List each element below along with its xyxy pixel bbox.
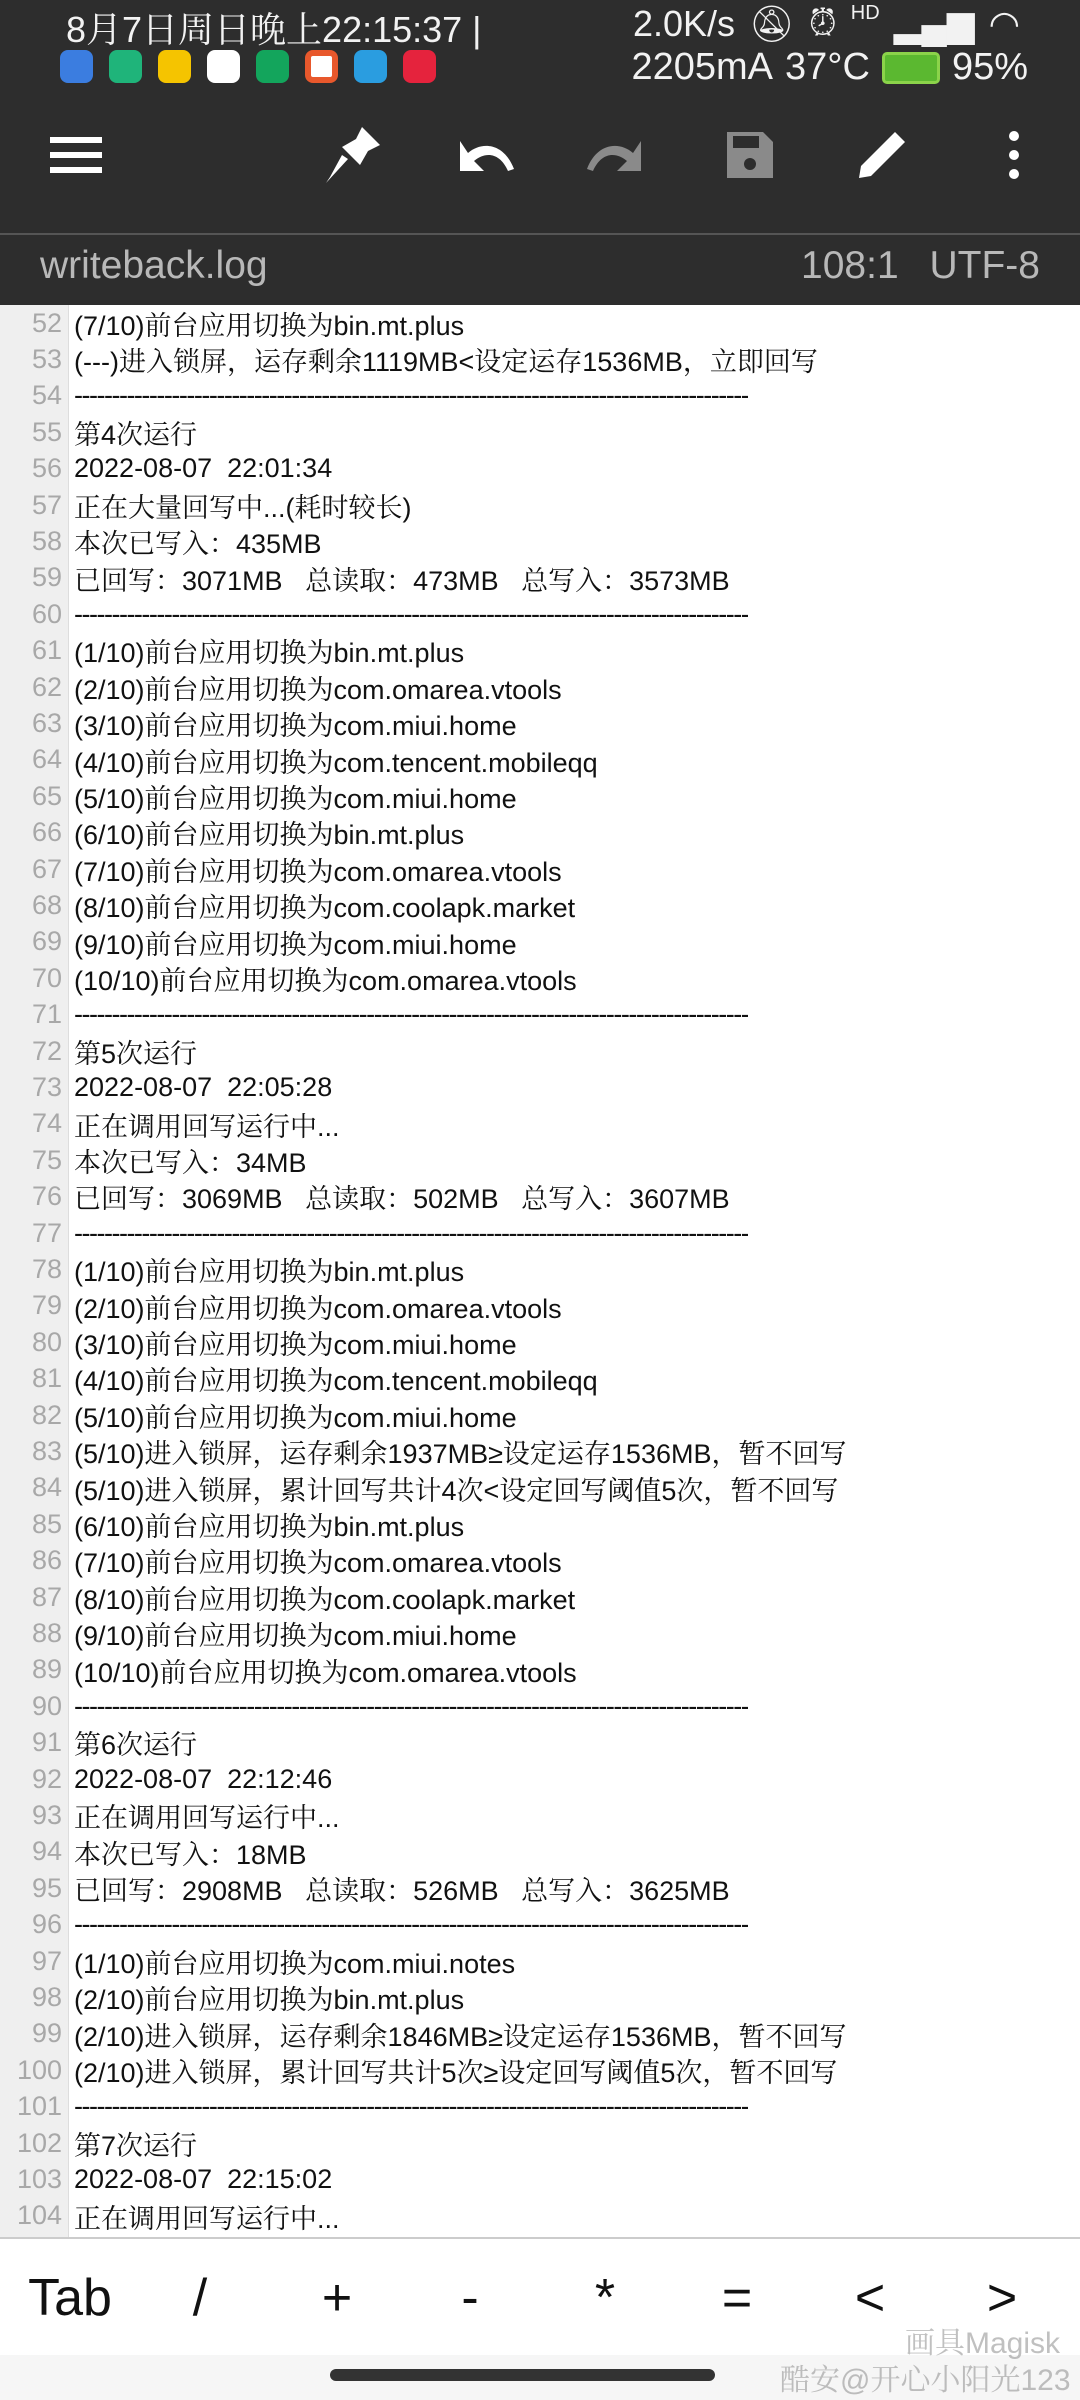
line-number: 96 — [31, 1909, 62, 1940]
line-text: (5/10)进入锁屏，运存剩余1937MB≥设定运存1536MB，暂不回写 — [74, 1439, 847, 1470]
editor-line[interactable] — [0, 960, 1080, 996]
net-speed: 2.0K/s — [632, 2, 735, 44]
line-text: (10/10)前台应用切换为com.omarea.vtools — [74, 1657, 577, 1688]
editor-line[interactable] — [0, 2016, 1080, 2052]
line-text: ------------------------------------------------------------------------------------------ — [74, 1690, 749, 1721]
editor-line[interactable] — [0, 1142, 1080, 1178]
line-number: 94 — [31, 1836, 62, 1867]
line-number: 81 — [31, 1363, 62, 1394]
editor-line[interactable] — [0, 2125, 1080, 2161]
line-number: 57 — [31, 489, 62, 520]
line-text: (7/10)前台应用切换为bin.mt.plus — [74, 310, 465, 341]
editor-line[interactable] — [0, 997, 1080, 1033]
line-text: (2/10)前台应用切换为com.omarea.vtools — [74, 1293, 562, 1324]
line-text: (---)进入锁屏，运存剩余1119MB<设定运存1536MB，立即回写 — [74, 347, 818, 378]
line-number: 63 — [31, 708, 62, 739]
editor-line[interactable] — [0, 487, 1080, 523]
editor-line[interactable] — [0, 1361, 1080, 1397]
line-number: 90 — [31, 1690, 62, 1721]
editor-line[interactable] — [0, 451, 1080, 487]
more-icon — [1008, 130, 1020, 180]
editor-line[interactable] — [0, 924, 1080, 960]
editor-line[interactable] — [0, 1179, 1080, 1215]
app-header — [0, 0, 1080, 305]
line-text: (2/10)前台应用切换为com.omarea.vtools — [74, 674, 562, 705]
line-number: 73 — [31, 1072, 62, 1103]
line-number: 54 — [31, 380, 62, 411]
xiaohongshu-icon — [403, 50, 436, 83]
line-number: 56 — [31, 453, 62, 484]
editor-line[interactable] — [0, 815, 1080, 851]
line-text: 正在调用回写运行中... — [74, 1111, 340, 1142]
editor-line[interactable] — [0, 414, 1080, 450]
key-7[interactable]: > — [986, 2269, 1018, 2327]
status-time: 8月7日周日晚上22:15:37 | — [66, 9, 482, 50]
line-number: 64 — [31, 744, 62, 775]
line-text: (8/10)前台应用切换为com.coolapk.market — [74, 893, 576, 924]
line-text: ------------------------------------------------------------------------------------------ — [74, 598, 749, 629]
editor-line[interactable] — [0, 1215, 1080, 1251]
app-icon — [256, 50, 289, 83]
divider — [0, 233, 1080, 235]
key-1[interactable]: / — [192, 2269, 208, 2327]
editor-line[interactable] — [0, 1615, 1080, 1651]
home-indicator[interactable] — [330, 2369, 715, 2381]
editor-line[interactable] — [0, 633, 1080, 669]
editor-line[interactable] — [0, 1761, 1080, 1797]
line-number: 89 — [31, 1654, 62, 1685]
line-number: 66 — [31, 817, 62, 848]
line-number: 82 — [31, 1399, 62, 1430]
key-5[interactable]: = — [721, 2269, 753, 2327]
editor-line[interactable] — [0, 1652, 1080, 1688]
redo-button[interactable] — [575, 110, 655, 200]
line-text: (5/10)前台应用切换为com.miui.home — [74, 1402, 517, 1433]
line-number: 99 — [31, 2018, 62, 2049]
editor-line[interactable] — [0, 1797, 1080, 1833]
save-icon — [725, 130, 775, 180]
line-text: (10/10)前台应用切换为com.omarea.vtools — [74, 965, 577, 996]
qq-icon — [207, 50, 240, 83]
line-number: 52 — [31, 307, 62, 338]
editor-line[interactable] — [0, 1543, 1080, 1579]
line-text: 本次已写入：34MB — [74, 1147, 307, 1178]
editor-line[interactable] — [0, 1288, 1080, 1324]
editor-line[interactable] — [0, 2052, 1080, 2088]
temperature: 37°C — [785, 46, 870, 88]
app-icon — [60, 50, 93, 83]
notification-icons — [60, 50, 436, 83]
line-text: (2/10)进入锁屏，累计回写共计5次≥设定回写阈值5次，暂不回写 — [74, 2057, 838, 2088]
editor-line[interactable] — [0, 1397, 1080, 1433]
line-text: (5/10)前台应用切换为com.miui.home — [74, 783, 517, 814]
line-number: 59 — [31, 562, 62, 593]
editor-line[interactable] — [0, 523, 1080, 559]
menu-icon — [50, 135, 102, 175]
line-text: 第5次运行 — [74, 1038, 198, 1069]
line-text: 本次已写入：435MB — [74, 529, 322, 560]
editor-line[interactable] — [0, 669, 1080, 705]
app-icon — [109, 50, 142, 83]
line-text: (6/10)前台应用切换为bin.mt.plus — [74, 1511, 465, 1542]
editor-line[interactable] — [0, 742, 1080, 778]
line-number: 62 — [31, 671, 62, 702]
cursor-position — [801, 244, 1040, 288]
line-text: 已回写：3071MB 总读取：473MB 总写入：3573MB — [74, 565, 730, 596]
line-text: 正在大量回写中...(耗时较长) — [74, 492, 412, 523]
line-number: 76 — [31, 1181, 62, 1212]
toolbar — [0, 110, 1080, 200]
cursor-line-col: 108:1 — [801, 244, 899, 287]
editor-line[interactable] — [0, 1943, 1080, 1979]
line-text: (7/10)前台应用切换为com.omarea.vtools — [74, 856, 562, 887]
editor-line[interactable] — [0, 1506, 1080, 1542]
line-number: 91 — [31, 1727, 62, 1758]
editor-line[interactable] — [0, 1870, 1080, 1906]
line-text: (9/10)前台应用切换为com.miui.home — [74, 1621, 517, 1652]
text-editor[interactable] — [0, 305, 1080, 2237]
editor-line[interactable] — [0, 1979, 1080, 2015]
key-4[interactable]: * — [594, 2269, 616, 2327]
line-number: 68 — [31, 890, 62, 921]
line-text: (2/10)前台应用切换为bin.mt.plus — [74, 1985, 465, 2016]
editor-line[interactable] — [0, 1433, 1080, 1469]
status-right — [633, 2, 1020, 45]
watermark: 画具Magisk — [905, 2327, 1061, 2360]
line-text: (7/10)前台应用切换为com.omarea.vtools — [74, 1548, 562, 1579]
edit-icon — [857, 130, 907, 180]
line-text: (4/10)前台应用切换为com.tencent.mobileqq — [74, 747, 598, 778]
line-number: 98 — [31, 1982, 62, 2013]
line-text: 2022-08-07 22:05:28 — [74, 1072, 333, 1103]
line-text: (9/10)前台应用切换为com.miui.home — [74, 929, 517, 960]
encoding[interactable]: UTF-8 — [929, 244, 1040, 287]
line-number: 74 — [31, 1108, 62, 1139]
editor-line[interactable] — [0, 1579, 1080, 1615]
line-number: 101 — [16, 2091, 62, 2122]
line-number: 87 — [31, 1581, 62, 1612]
editor-line[interactable] — [0, 378, 1080, 414]
line-number: 104 — [16, 2200, 62, 2231]
editor-line[interactable] — [0, 1470, 1080, 1506]
battery-info — [631, 46, 1028, 89]
line-text: 已回写：2908MB 总读取：526MB 总写入：3625MB — [74, 1875, 730, 1906]
watermark: 酷安@开心小阳光123 — [780, 2364, 1071, 2397]
line-text: (3/10)前台应用切换为com.miui.home — [74, 1329, 517, 1360]
signal-bars-icon: ▂▄▆ — [893, 2, 975, 44]
line-number: 79 — [31, 1290, 62, 1321]
line-number: 75 — [31, 1144, 62, 1175]
editor-line[interactable] — [0, 560, 1080, 596]
line-number: 65 — [31, 780, 62, 811]
editor-line[interactable] — [0, 705, 1080, 741]
line-number: 102 — [16, 2127, 62, 2158]
line-text: 正在调用回写运行中... — [74, 2203, 340, 2234]
editor-line[interactable] — [0, 1251, 1080, 1287]
editor-line[interactable] — [0, 1033, 1080, 1069]
line-text: 第6次运行 — [74, 1730, 198, 1761]
editor-line[interactable] — [0, 778, 1080, 814]
battery-percent: 95% — [951, 46, 1028, 88]
line-text: 第7次运行 — [74, 2130, 198, 2161]
line-number: 103 — [16, 2164, 62, 2195]
line-number: 100 — [16, 2054, 62, 2085]
wifi-icon: ◠ — [988, 2, 1020, 44]
line-text: 2022-08-07 22:01:34 — [74, 453, 333, 484]
line-text: ------------------------------------------------------------------------------------------ — [74, 380, 749, 411]
mute-icon: 🔕︎ — [749, 2, 795, 44]
key-2[interactable]: + — [321, 2269, 353, 2327]
line-number: 78 — [31, 1254, 62, 1285]
undo-icon — [456, 135, 516, 175]
battery-icon — [882, 52, 940, 84]
undo-button[interactable] — [446, 110, 526, 200]
line-text: ------------------------------------------------------------------------------------------ — [74, 1909, 749, 1940]
editor-line[interactable] — [0, 341, 1080, 377]
line-number: 72 — [31, 1035, 62, 1066]
editor-line[interactable] — [0, 305, 1080, 341]
more-button[interactable] — [974, 110, 1054, 200]
line-text: ------------------------------------------------------------------------------------------ — [74, 999, 749, 1030]
line-text: (1/10)前台应用切换为bin.mt.plus — [74, 1257, 465, 1288]
line-text: 已回写：3069MB 总读取：502MB 总写入：3607MB — [74, 1184, 730, 1215]
line-number: 70 — [31, 962, 62, 993]
line-text: 2022-08-07 22:15:02 — [74, 2164, 333, 2195]
alarm-icon: ⏰︎ — [808, 2, 837, 43]
line-text: (8/10)前台应用切换为com.coolapk.market — [74, 1584, 576, 1615]
signal-icon: HD — [850, 2, 880, 24]
line-number: 92 — [31, 1763, 62, 1794]
current: 2205mA — [631, 46, 774, 88]
save-button[interactable] — [710, 110, 790, 200]
editor-line[interactable] — [0, 2161, 1080, 2197]
app-icon — [305, 50, 338, 83]
edit-button[interactable] — [842, 110, 922, 200]
app-icon — [354, 50, 387, 83]
menu-button[interactable] — [36, 110, 116, 200]
editor-line[interactable] — [0, 1725, 1080, 1761]
pin-button[interactable] — [312, 110, 392, 200]
app-icon — [158, 50, 191, 83]
editor-line[interactable] — [0, 1834, 1080, 1870]
line-text: (2/10)进入锁屏，运存剩余1846MB≥设定运存1536MB，暂不回写 — [74, 2021, 847, 2052]
line-text: (5/10)进入锁屏，累计回写共计4次<设定回写阈值5次，暂不回写 — [74, 1475, 839, 1506]
editor-line[interactable] — [0, 1907, 1080, 1943]
line-text: 2022-08-07 22:12:46 — [74, 1763, 333, 1794]
line-number: 88 — [31, 1618, 62, 1649]
line-number: 84 — [31, 1472, 62, 1503]
line-text: (3/10)前台应用切换为com.miui.home — [74, 711, 517, 742]
key-3[interactable]: - — [461, 2269, 479, 2327]
editor-line[interactable] — [0, 851, 1080, 887]
line-number: 71 — [31, 999, 62, 1030]
line-text: (1/10)前台应用切换为com.miui.notes — [74, 1948, 516, 1979]
line-number: 83 — [31, 1436, 62, 1467]
line-number: 53 — [31, 344, 62, 375]
line-number: 86 — [31, 1545, 62, 1576]
line-text: ------------------------------------------------------------------------------------------ — [74, 1217, 749, 1248]
pin-icon — [322, 125, 382, 185]
line-text: 第4次运行 — [74, 419, 198, 450]
key-6[interactable]: < — [854, 2269, 886, 2327]
line-text: (1/10)前台应用切换为bin.mt.plus — [74, 638, 465, 669]
file-name: writeback.log — [40, 244, 268, 287]
line-number: 95 — [31, 1872, 62, 1903]
line-number: 97 — [31, 1945, 62, 1976]
line-number: 67 — [31, 853, 62, 884]
editor-line[interactable] — [0, 887, 1080, 923]
editor-line[interactable] — [0, 2089, 1080, 2125]
editor-line[interactable] — [0, 1324, 1080, 1360]
line-text: 正在调用回写运行中... — [74, 1803, 340, 1834]
editor-line[interactable] — [0, 1688, 1080, 1724]
line-number: 69 — [31, 926, 62, 957]
line-number: 80 — [31, 1326, 62, 1357]
line-number: 60 — [31, 598, 62, 629]
editor-line[interactable] — [0, 2198, 1080, 2234]
editor-line[interactable] — [0, 1069, 1080, 1105]
redo-icon — [585, 135, 645, 175]
line-text: ------------------------------------------------------------------------------------------ — [74, 2091, 749, 2122]
editor-line[interactable] — [0, 1106, 1080, 1142]
line-number: 55 — [31, 416, 62, 447]
line-number: 58 — [31, 526, 62, 557]
line-number: 85 — [31, 1508, 62, 1539]
key-0[interactable]: Tab — [28, 2269, 112, 2327]
editor-line[interactable] — [0, 596, 1080, 632]
line-text: 本次已写入：18MB — [74, 1839, 307, 1870]
line-number: 93 — [31, 1800, 62, 1831]
line-text: (6/10)前台应用切换为bin.mt.plus — [74, 820, 465, 851]
line-number: 77 — [31, 1217, 62, 1248]
line-text: (4/10)前台应用切换为com.tencent.mobileqq — [74, 1366, 598, 1397]
line-number: 61 — [31, 635, 62, 666]
